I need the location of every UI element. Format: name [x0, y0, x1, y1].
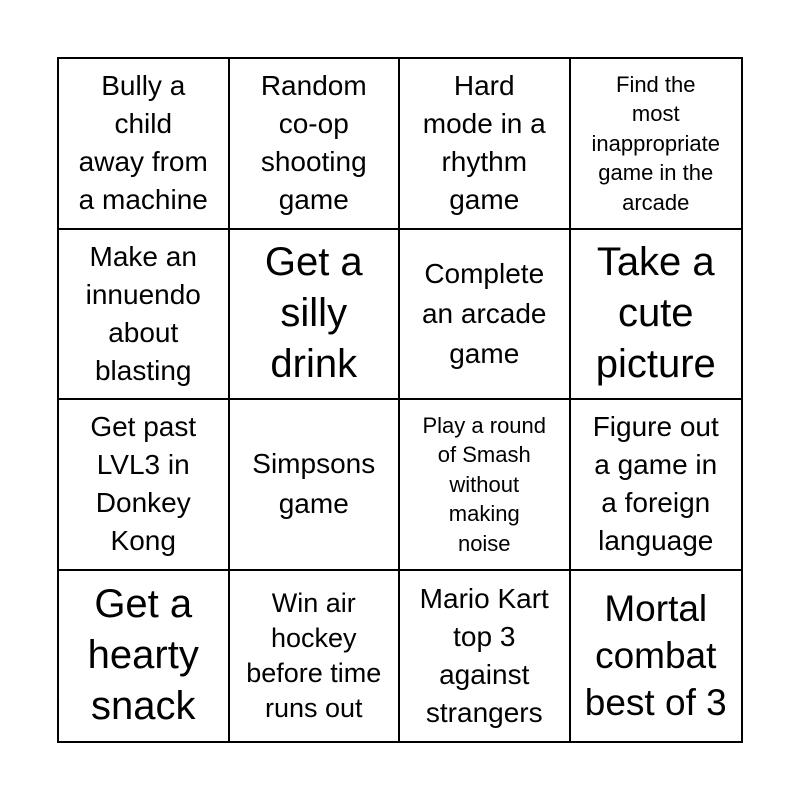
- bingo-cell-r4-c3[interactable]: [400, 571, 571, 742]
- bingo-cell-r1-c4[interactable]: [571, 59, 742, 230]
- bingo-cell-text: Get a silly drink: [264, 240, 363, 387]
- bingo-cell-text: Find the most inappropriate game in the arcade: [591, 71, 720, 215]
- bingo-cell-text: Win air hockey before time runs out: [246, 587, 382, 723]
- bingo-cell-r3-c1[interactable]: [59, 400, 230, 571]
- bingo-cell-text: Simpsons game: [252, 448, 376, 520]
- bingo-cell-r3-c2[interactable]: [230, 400, 401, 571]
- bingo-cell-r2-c4[interactable]: [571, 230, 742, 401]
- bingo-cell-text: Take a cute picture: [595, 240, 716, 387]
- bingo-cell-r1-c2[interactable]: [230, 59, 401, 230]
- bingo-card-grid: [57, 57, 743, 743]
- bingo-cell-text: Mortal combat best of 3: [584, 588, 727, 724]
- bingo-cell-text: Get a hearty snack: [87, 582, 199, 729]
- bingo-cell-text: Random co-op shooting game: [260, 70, 367, 216]
- bingo-cell-r4-c2[interactable]: [230, 571, 401, 742]
- bingo-cell-r1-c1[interactable]: [59, 59, 230, 230]
- bingo-cell-text: Figure out a game in a foreign language: [592, 411, 719, 557]
- bingo-cell-r1-c3[interactable]: [400, 59, 571, 230]
- bingo-cell-text: Make an innuendo about blasting: [85, 240, 201, 386]
- bingo-cell-r4-c1[interactable]: [59, 571, 230, 742]
- bingo-cell-r2-c1[interactable]: [59, 230, 230, 401]
- bingo-cell-r3-c3[interactable]: [400, 400, 571, 571]
- bingo-cell-text: Mario Kart top 3 against strangers: [419, 582, 549, 728]
- bingo-cell-text: Hard mode in a rhythm game: [422, 70, 546, 216]
- bingo-cell-text: Get past LVL3 in Donkey Kong: [90, 411, 197, 557]
- bingo-cell-r3-c4[interactable]: [571, 400, 742, 571]
- bingo-cell-text: Bully a child away from a machine: [78, 70, 208, 216]
- bingo-cell-r2-c2[interactable]: [230, 230, 401, 401]
- bingo-cell-text: Play a round of Smash without making noise: [422, 412, 547, 556]
- bingo-cell-r4-c4[interactable]: [571, 571, 742, 742]
- bingo-cell-text: Complete an arcade game: [421, 257, 547, 369]
- bingo-cell-r2-c3[interactable]: [400, 230, 571, 401]
